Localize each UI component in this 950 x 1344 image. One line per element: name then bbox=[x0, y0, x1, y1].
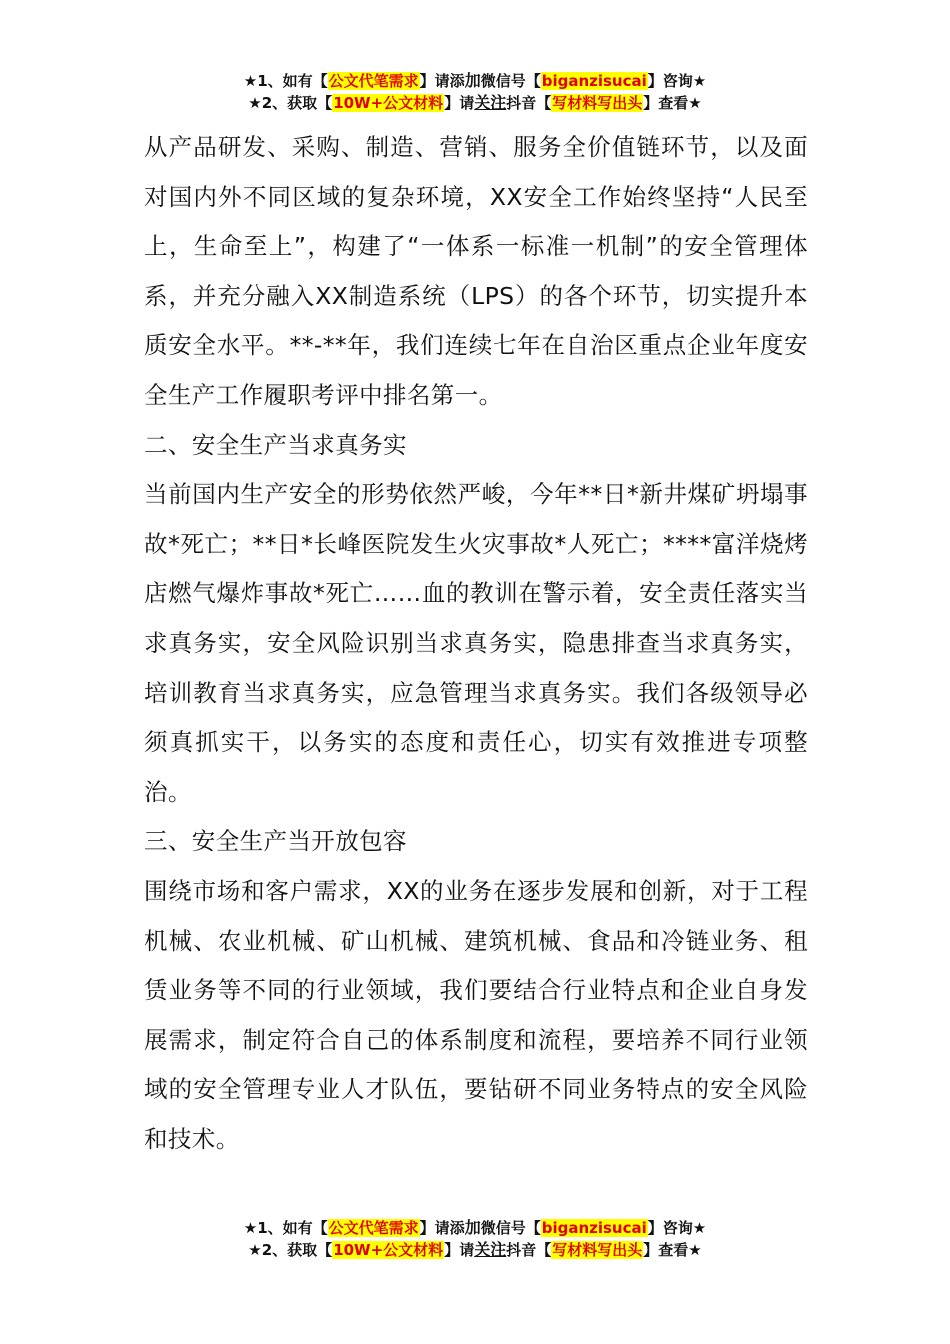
footer-promo-banner bbox=[0, 1217, 950, 1261]
promo-text: 】查看★ bbox=[643, 94, 702, 112]
promo-text: 】咨询★ bbox=[647, 72, 707, 90]
promo-emphasis: 加 bbox=[464, 71, 481, 90]
promo-highlight-douyin: 写材料写出头 bbox=[552, 94, 643, 112]
paragraph-intro: 从产品研发、采购、制造、营销、服务全价值链环节，以及面对国内外不同区域的复杂环境，XX安全工作始终坚持“人民至上，生命至上”，构建了“一体系一标准一机制”的安全管理体系，并充分融入XX制造系统（LPS）的各个环节，切实提升本质安全水平。**-**年，我们连续七年在自治区重点企业年度安全生产工作履职考评中排名第一。 bbox=[144, 133, 808, 409]
promo-text: 】请添 bbox=[419, 1219, 465, 1237]
promo-text: 抖音【 bbox=[506, 1241, 552, 1259]
promo-highlight: 10W+公文材料 bbox=[333, 94, 444, 112]
promo-line-1 bbox=[0, 70, 950, 92]
promo-line-2 bbox=[0, 1239, 950, 1261]
promo-highlight-wechat-id: biganzisucai bbox=[541, 72, 647, 90]
promo-text: 】查看★ bbox=[643, 1241, 702, 1259]
promo-emphasis: 加 bbox=[464, 1218, 481, 1237]
promo-line-1 bbox=[0, 1217, 950, 1239]
promo-text: ★1、如有【 bbox=[243, 72, 328, 90]
section-heading-2: 二、安全生产当求真务实 bbox=[144, 430, 407, 459]
promo-highlight-wechat-id: biganzisucai bbox=[541, 1219, 647, 1237]
promo-text: 抖音【 bbox=[506, 94, 552, 112]
header-promo-banner bbox=[0, 70, 950, 114]
promo-text: 】咨询★ bbox=[647, 1219, 707, 1237]
promo-text: ★2、获取【 bbox=[248, 1241, 333, 1259]
promo-highlight: 10W+公文材料 bbox=[333, 1241, 444, 1259]
promo-emphasis: 关注 bbox=[474, 93, 507, 112]
promo-text: 】请 bbox=[444, 94, 475, 112]
promo-text: 微信号【 bbox=[480, 1219, 541, 1237]
paragraph-section-2: 当前国内生产安全的形势依然严峻，今年**日*新井煤矿坍塌事故*死亡；**日*长峰医院发生火灾事故*人死亡；****富洋烧烤店燃气爆炸事故*死亡……血的教训在警示着，安全责任落实当求真务实，安全风险识别当求真务实，隐患排查当求真务实，培训教育当求真务实，应急管理当求真务实。我们各级领导必须真抓实干，以务实的态度和责任心，切实有效推进专项整治。 bbox=[144, 480, 808, 806]
promo-highlight-douyin: 写材料写出头 bbox=[552, 1241, 643, 1259]
document-body bbox=[144, 123, 808, 1164]
promo-emphasis: 关注 bbox=[474, 1240, 507, 1259]
promo-line-2 bbox=[0, 92, 950, 114]
promo-text: ★1、如有【 bbox=[243, 1219, 328, 1237]
paragraph-section-3: 围绕市场和客户需求，XX的业务在逐步发展和创新，对于工程机械、农业机械、矿山机械、建筑机械、食品和冷链业务、租赁业务等不同的行业领域，我们要结合行业特点和企业自身发展需求，制定符合自己的体系制度和流程，要培养不同行业领域的安全管理专业人才队伍，要钻研不同业务特点的安全风险和技术。 bbox=[144, 876, 808, 1153]
promo-text: ★2、获取【 bbox=[248, 94, 333, 112]
promo-text: 】请添 bbox=[419, 72, 465, 90]
promo-highlight: 公文代笔需求 bbox=[328, 1219, 419, 1237]
promo-text: 微信号【 bbox=[480, 72, 541, 90]
promo-text: 】请 bbox=[444, 1241, 475, 1259]
section-heading-3: 三、安全生产当开放包容 bbox=[144, 827, 407, 856]
promo-highlight: 公文代笔需求 bbox=[328, 72, 419, 90]
